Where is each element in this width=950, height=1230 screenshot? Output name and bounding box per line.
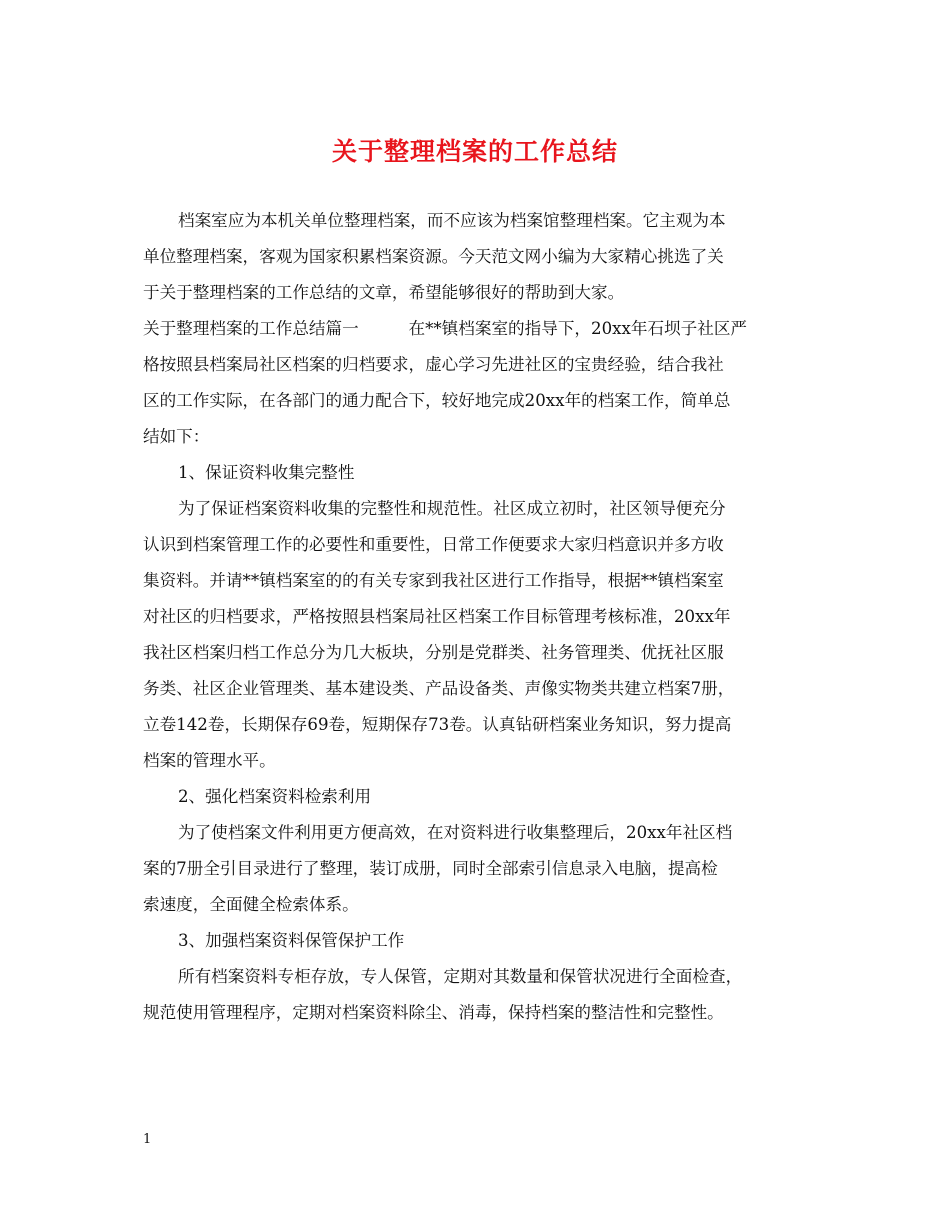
paragraph-line: 档案室应为本机关单位整理档案，而不应该为档案馆整理档案。它主观为本 <box>178 211 726 230</box>
paragraph-line: 结如下： <box>143 427 210 446</box>
paragraph-line: 立卷142卷，长期保存69卷，短期保存73卷。认真钻研档案业务知识，努力提高 <box>143 715 732 734</box>
paragraph-line: 为了使档案文件利用更方便高效，在对资料进行收集整理后，20xx年社区档 <box>178 823 733 842</box>
paragraph-line: 认识到档案管理工作的必要性和重要性，日常工作便要求大家归档意识并多方收 <box>143 535 724 554</box>
section-heading: 2、强化档案资料检索利用 <box>178 787 372 806</box>
paragraph-line: 为了保证档案资料收集的完整性和规范性。社区成立初时，社区领导便充分 <box>178 499 726 518</box>
paragraph-line: 规范使用管理程序，定期对档案资料除尘、消毒，保持档案的整洁性和完整性。 <box>143 1003 724 1022</box>
paragraph-line: 关于整理档案的工作总结篇一 在**镇档案室的指导下，20xx年石坝子社区严 <box>143 319 748 338</box>
paragraph-line: 所有档案资料专柜存放，专人保管，定期对其数量和保管状况进行全面检查， <box>178 967 743 986</box>
paragraph-line: 单位整理档案，客观为国家积累档案资源。今天范文网小编为大家精心挑选了关 <box>143 247 724 266</box>
section-heading: 3、加强档案资料保管保护工作 <box>178 931 405 950</box>
paragraph-line: 务类、社区企业管理类、基本建设类、产品设备类、声像实物类共建立档案7册， <box>143 679 735 698</box>
paragraph-line: 区的工作实际，在各部门的通力配合下，较好地完成20xx年的档案工作，简单总 <box>143 391 731 410</box>
section-heading: 1、保证资料收集完整性 <box>178 463 355 482</box>
document-title: 关于整理档案的工作总结 <box>331 137 618 166</box>
paragraph-line: 索速度，全面健全检索体系。 <box>143 895 359 914</box>
paragraph-line: 案的7册全引目录进行了整理，装订成册，同时全部索引信息录入电脑，提高检 <box>143 859 718 878</box>
paragraph-line: 我社区档案归档工作总分为几大板块，分别是党群类、社务管理类、优抚社区服 <box>143 643 724 662</box>
paragraph-line: 档案的管理水平。 <box>143 751 276 770</box>
page-number: 1 <box>143 1132 152 1147</box>
paragraph-line: 格按照县档案局社区档案的归档要求，虚心学习先进社区的宝贵经验，结合我社 <box>143 355 724 374</box>
paragraph-line: 对社区的归档要求，严格按照县档案局社区档案工作目标管理考核标准，20xx年 <box>143 607 731 626</box>
paragraph-line: 于关于整理档案的工作总结的文章，希望能够很好的帮助到大家。 <box>143 283 625 302</box>
paragraph-line: 集资料。并请**镇档案室的的有关专家到我社区进行工作指导，根据**镇档案室 <box>143 571 724 590</box>
